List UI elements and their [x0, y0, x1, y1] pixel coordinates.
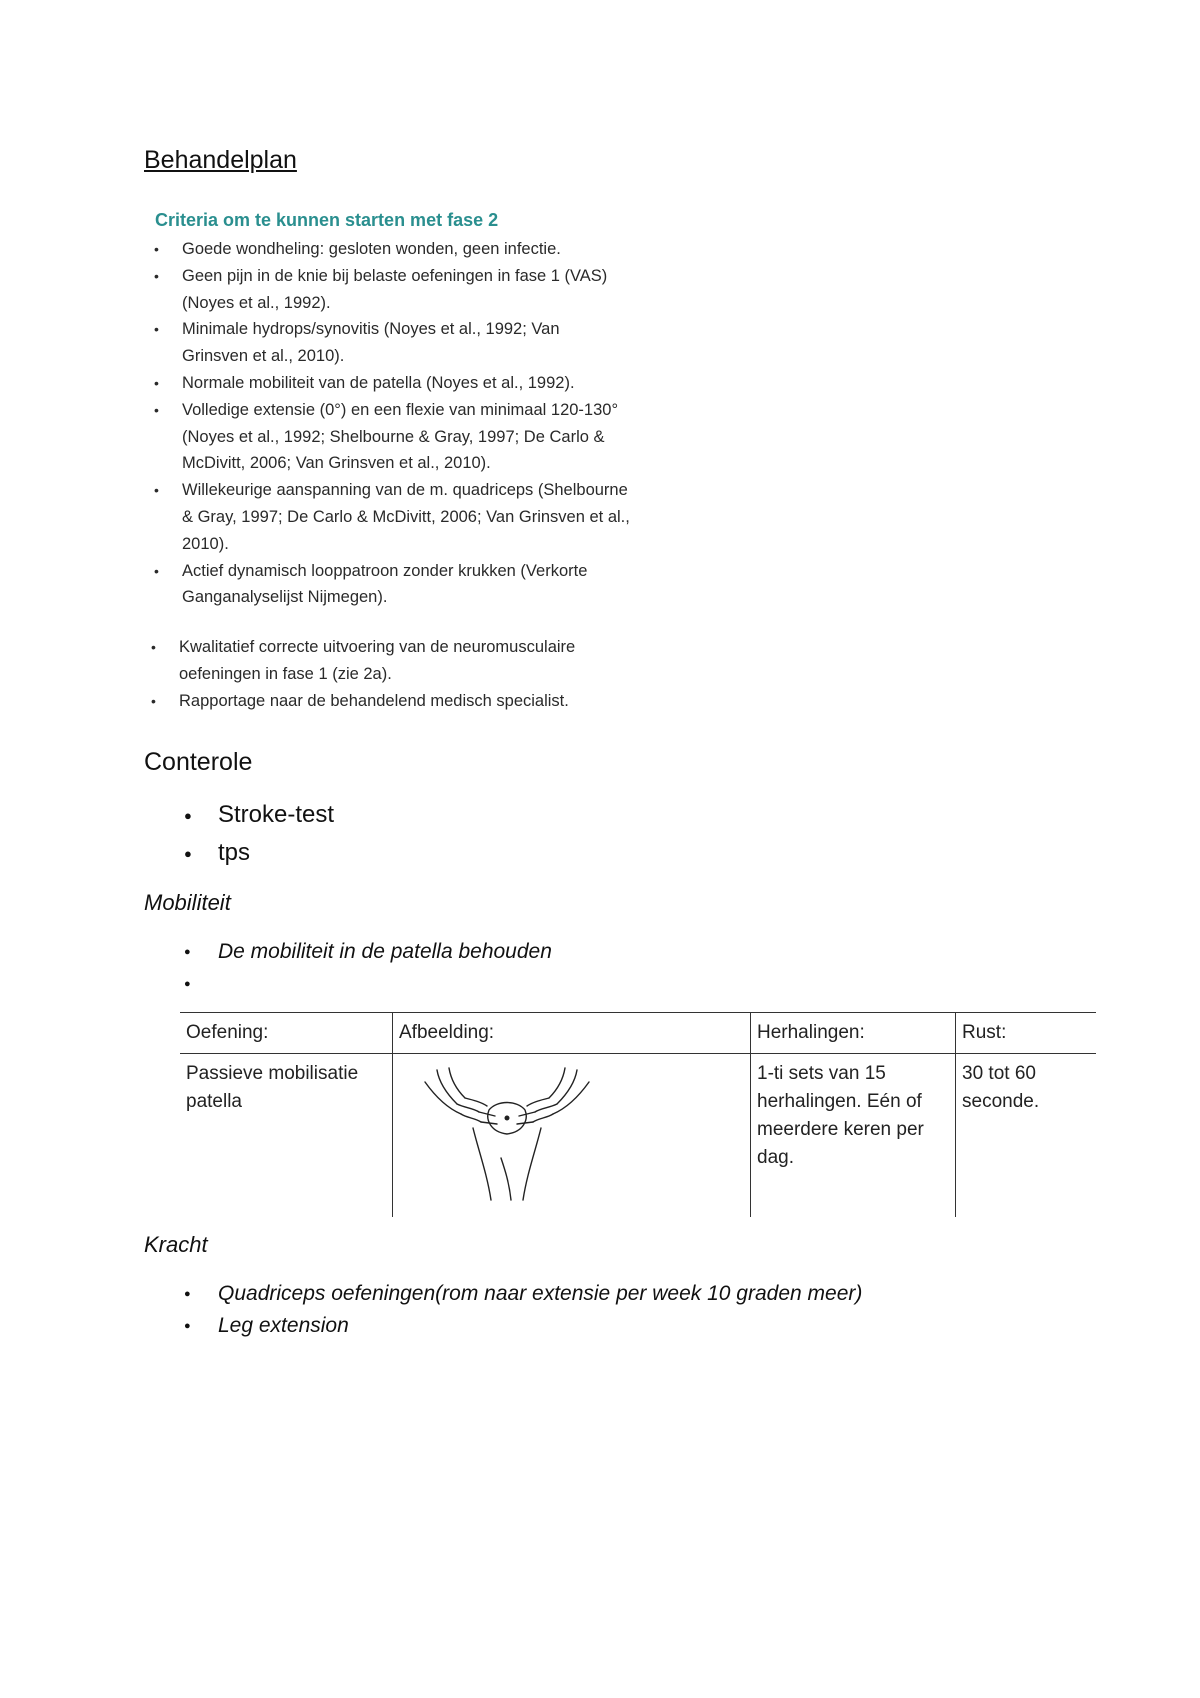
conterole-heading: Conterole — [144, 748, 253, 776]
list-item: ● Quadriceps oefeningen(rom naar extensie per week 10 graden meer) — [144, 1278, 862, 1310]
col-header-rust: Rust: — [956, 1013, 1097, 1054]
table-header-row — [180, 1013, 1096, 1054]
list-item: • Willekeurige aanspanning van de m. quadriceps (Shelbourne & Gray, 1997; De Carlo & McDivitt, 2006; Van Grinsven et al., 2010). — [150, 477, 630, 557]
list-item: • Normale mobiliteit van de patella (Noyes et al., 1992). — [150, 370, 630, 397]
list-item: ● tps — [144, 834, 334, 872]
page-title: Behandelplan — [144, 146, 297, 174]
kracht-list — [144, 1278, 862, 1342]
exercise-table — [180, 1012, 1096, 1217]
col-header-oefening: Oefening: — [180, 1013, 393, 1054]
list-item: • Volledige extensie (0°) en een flexie van minimaal 120-130° (Noyes et al., 1992; Shelbourne & Gray, 1997; De Carlo & McDivitt, 2006; Van Grinsven et al., 2010). — [150, 397, 630, 477]
cell-rust: 30 tot 60 seconde. — [956, 1054, 1097, 1218]
mobiliteit-heading: Mobiliteit — [144, 890, 231, 915]
list-item: • Geen pijn in de knie bij belaste oefeningen in fase 1 (VAS) (Noyes et al., 1992). — [150, 263, 630, 317]
knee-hands-illustration-icon — [417, 1062, 597, 1202]
list-item: • Actief dynamisch looppatroon zonder krukken (Verkorte Ganganalyselijst Nijmegen). — [150, 558, 630, 612]
list-item: • Goede wondheling: gesloten wonden, geen infectie. — [150, 236, 630, 263]
col-header-afbeelding: Afbeelding: — [393, 1013, 751, 1054]
list-item — [144, 968, 552, 1000]
list-item: ● Leg extension — [144, 1310, 862, 1342]
list-item: • Kwalitatief correcte uitvoering van de neuromusculaire oefeningen in fase 1 (zie 2a). — [147, 634, 627, 688]
list-item: ● De mobiliteit in de patella behouden — [144, 936, 552, 968]
kracht-heading: Kracht — [144, 1232, 208, 1257]
cell-oefening: Passieve mobilisatie patella — [186, 1063, 359, 1112]
list-item: • Minimale hydrops/synovitis (Noyes et al., 1992; Van Grinsven et al., 2010). — [150, 316, 630, 370]
cell-herhalingen: 1-ti sets van 15 herhalingen. Eén of meerdere keren per dag. — [751, 1054, 956, 1218]
mobiliteit-list — [144, 936, 552, 1000]
list-item: ● Stroke-test — [144, 796, 334, 834]
conterole-list — [144, 796, 334, 872]
criteria-list — [150, 236, 630, 611]
criteria-title: Criteria om te kunnen starten met fase 2 — [155, 210, 499, 230]
criteria-list-2 — [147, 634, 627, 714]
cell-afbeelding — [393, 1054, 751, 1218]
table-row — [180, 1054, 1096, 1218]
list-item: • Rapportage naar de behandelend medisch specialist. — [147, 688, 627, 715]
col-header-herhalingen: Herhalingen: — [751, 1013, 956, 1054]
